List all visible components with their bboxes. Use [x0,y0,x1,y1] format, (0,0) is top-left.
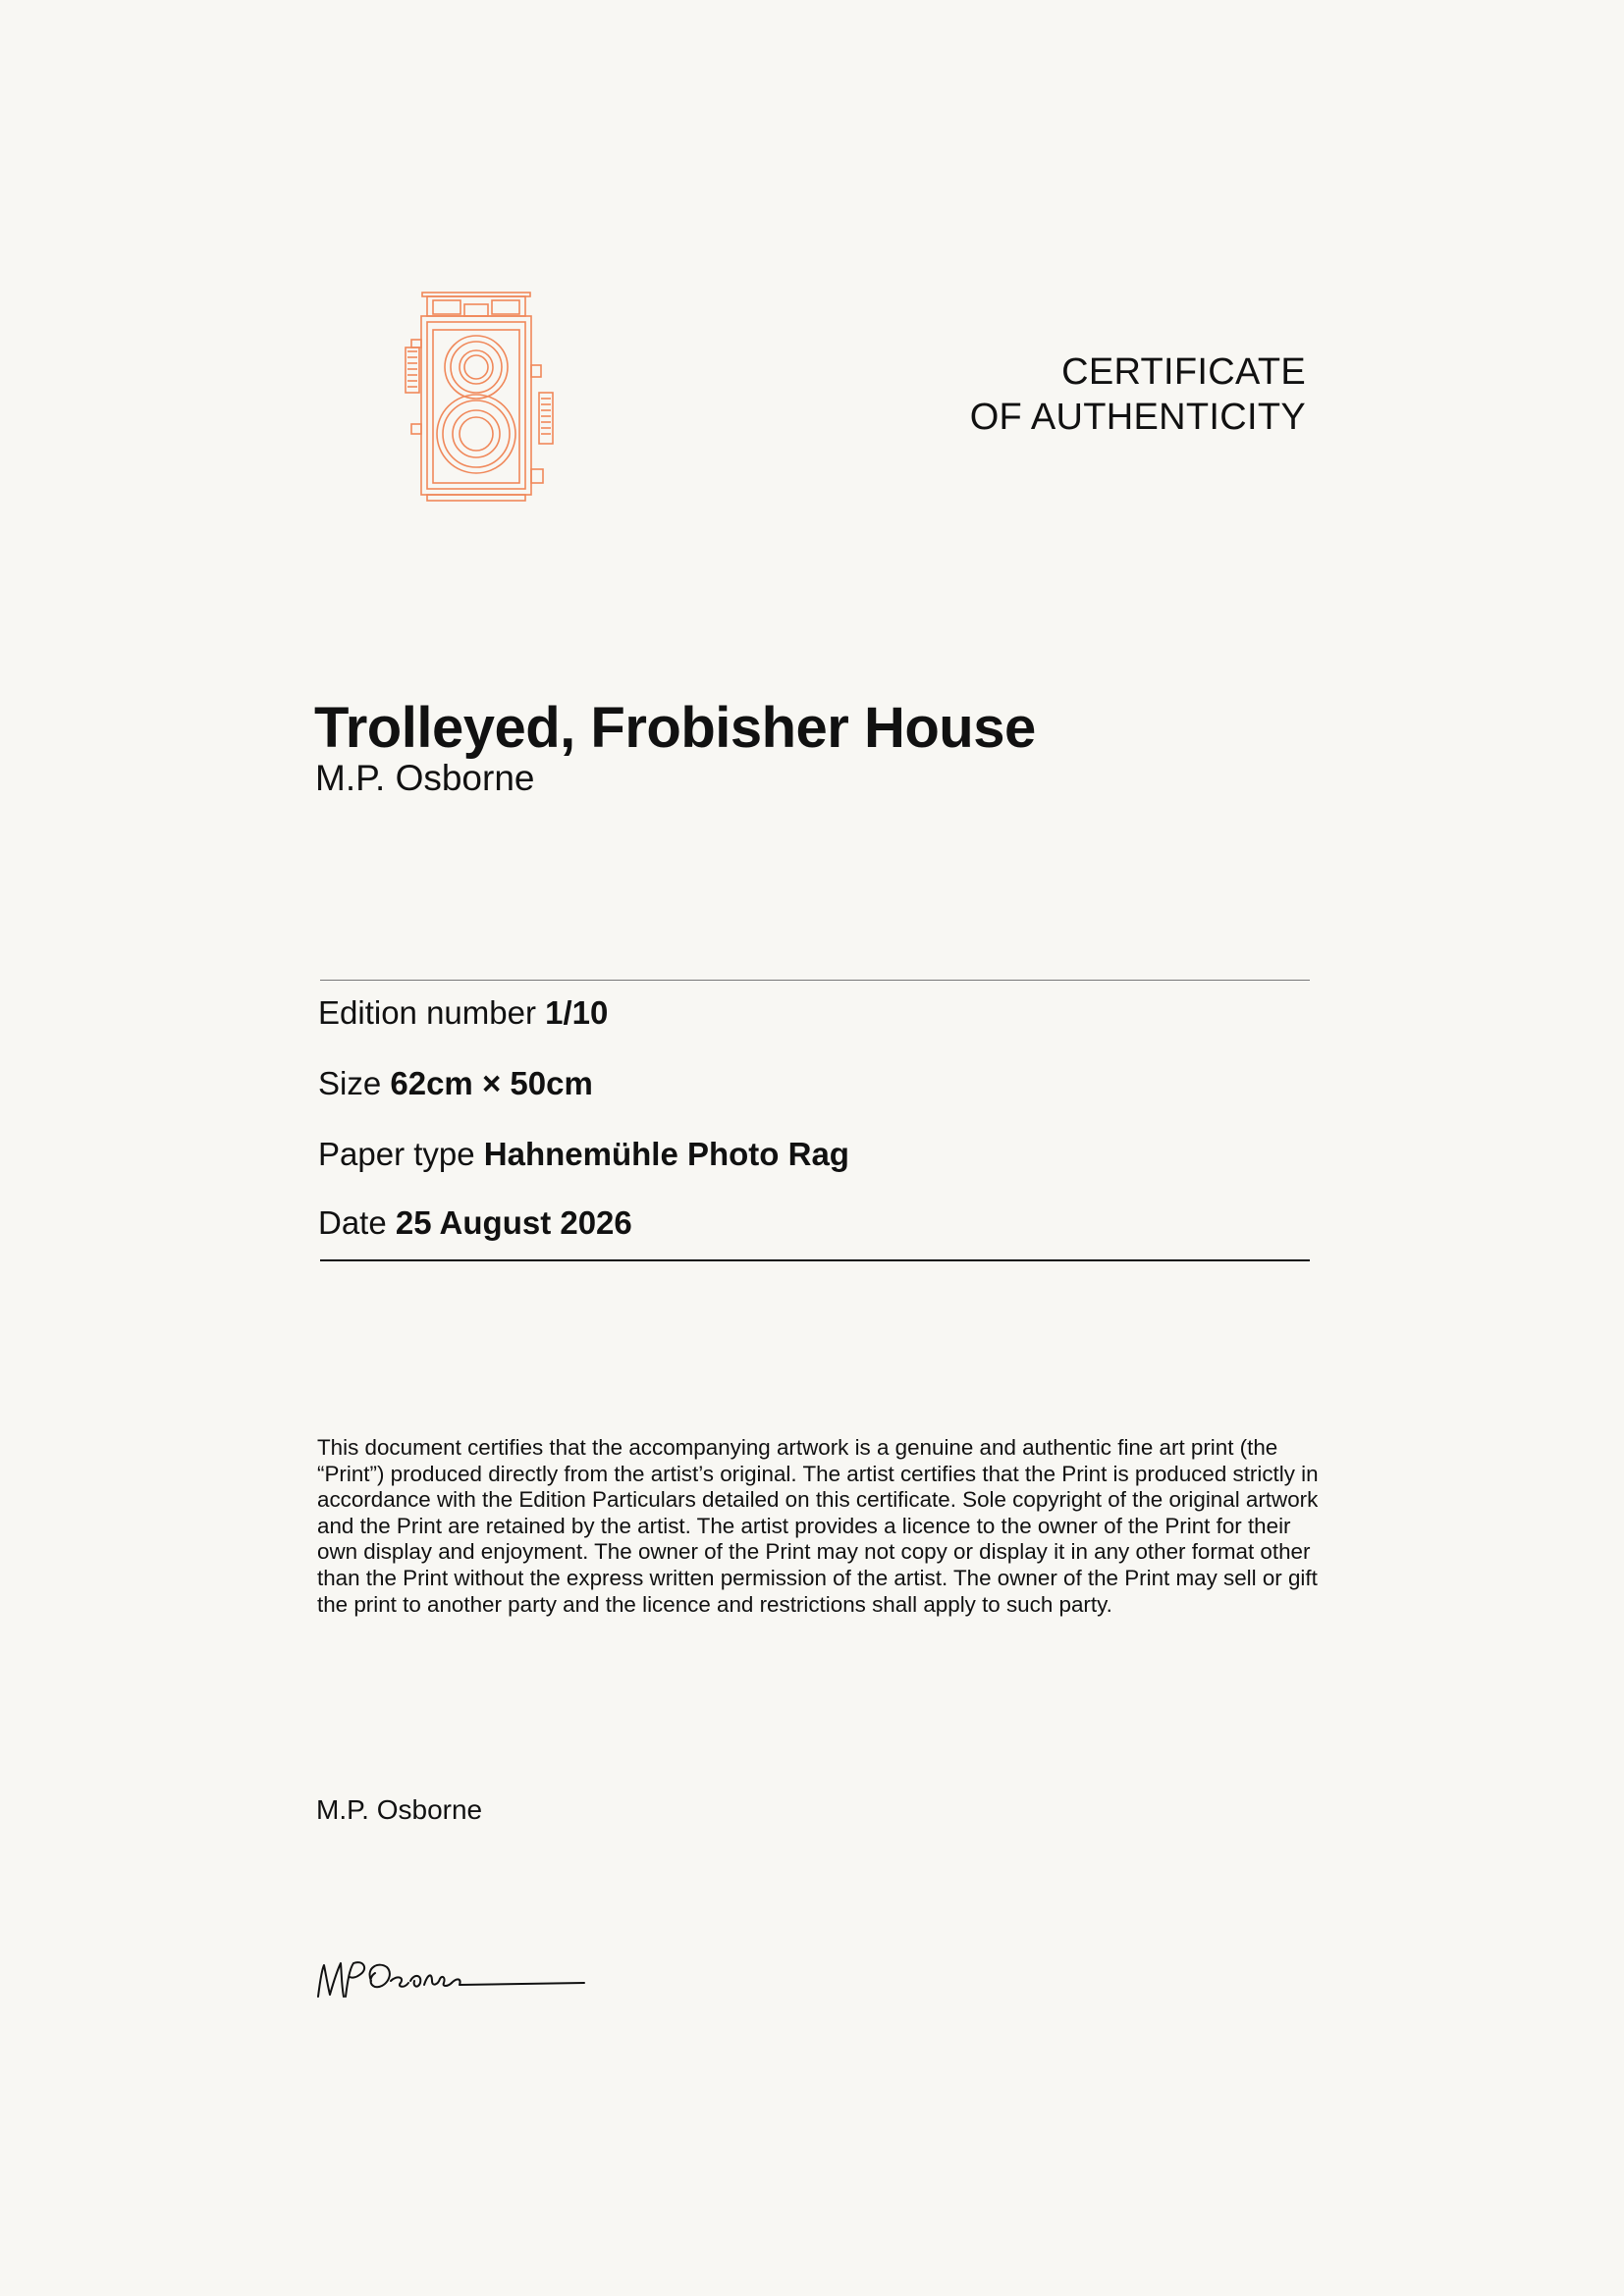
handwritten-signature [314,1951,589,2006]
artist-name: M.P. Osborne [315,758,535,798]
edition-number-value: 1/10 [545,994,609,1031]
size-row [318,1065,593,1102]
certificate-title-line1: CERTIFICATE [1061,351,1306,393]
date-row [318,1204,632,1242]
divider-top [320,980,1310,981]
paper-type-value: Hahnemühle Photo Rag [483,1136,849,1172]
date-value: 25 August 2026 [395,1204,632,1241]
edition-number-row [318,994,608,1032]
signer-name: M.P. Osborne [316,1794,483,1825]
paper-type-label: Paper type [318,1136,475,1172]
certificate-title [970,349,1306,440]
paper-type-row [318,1136,849,1173]
certificate-title-line2: OF AUTHENTICITY [969,397,1306,438]
size-label: Size [318,1065,382,1101]
divider-bottom [320,1259,1310,1261]
edition-number-label: Edition number [318,994,536,1031]
artwork-title: Trolleyed, Frobisher House [314,696,1036,760]
size-value: 62cm × 50cm [390,1065,593,1101]
camera-logo-icon [398,287,574,508]
certification-statement: This document certifies that the accompanying artwork is a genuine and authentic fine art print (the “Print”) produced directly from the artist’s original. The artist certifies that the Print is produced strictly in accordance with the Edition Particulars detailed on this certificate. Sole copyright of the original artwork and the Print are retained by the artist. The artist provides a licence to the owner of the Print for their own display and enjoyment. The owner of the Print may not copy or display it in any other format other than the Print without the express written permission of the artist. The owner of the Print may sell or gift the print to another party and the licence and restrictions shall apply to such party. [317,1435,1319,1617]
date-label: Date [318,1204,387,1241]
